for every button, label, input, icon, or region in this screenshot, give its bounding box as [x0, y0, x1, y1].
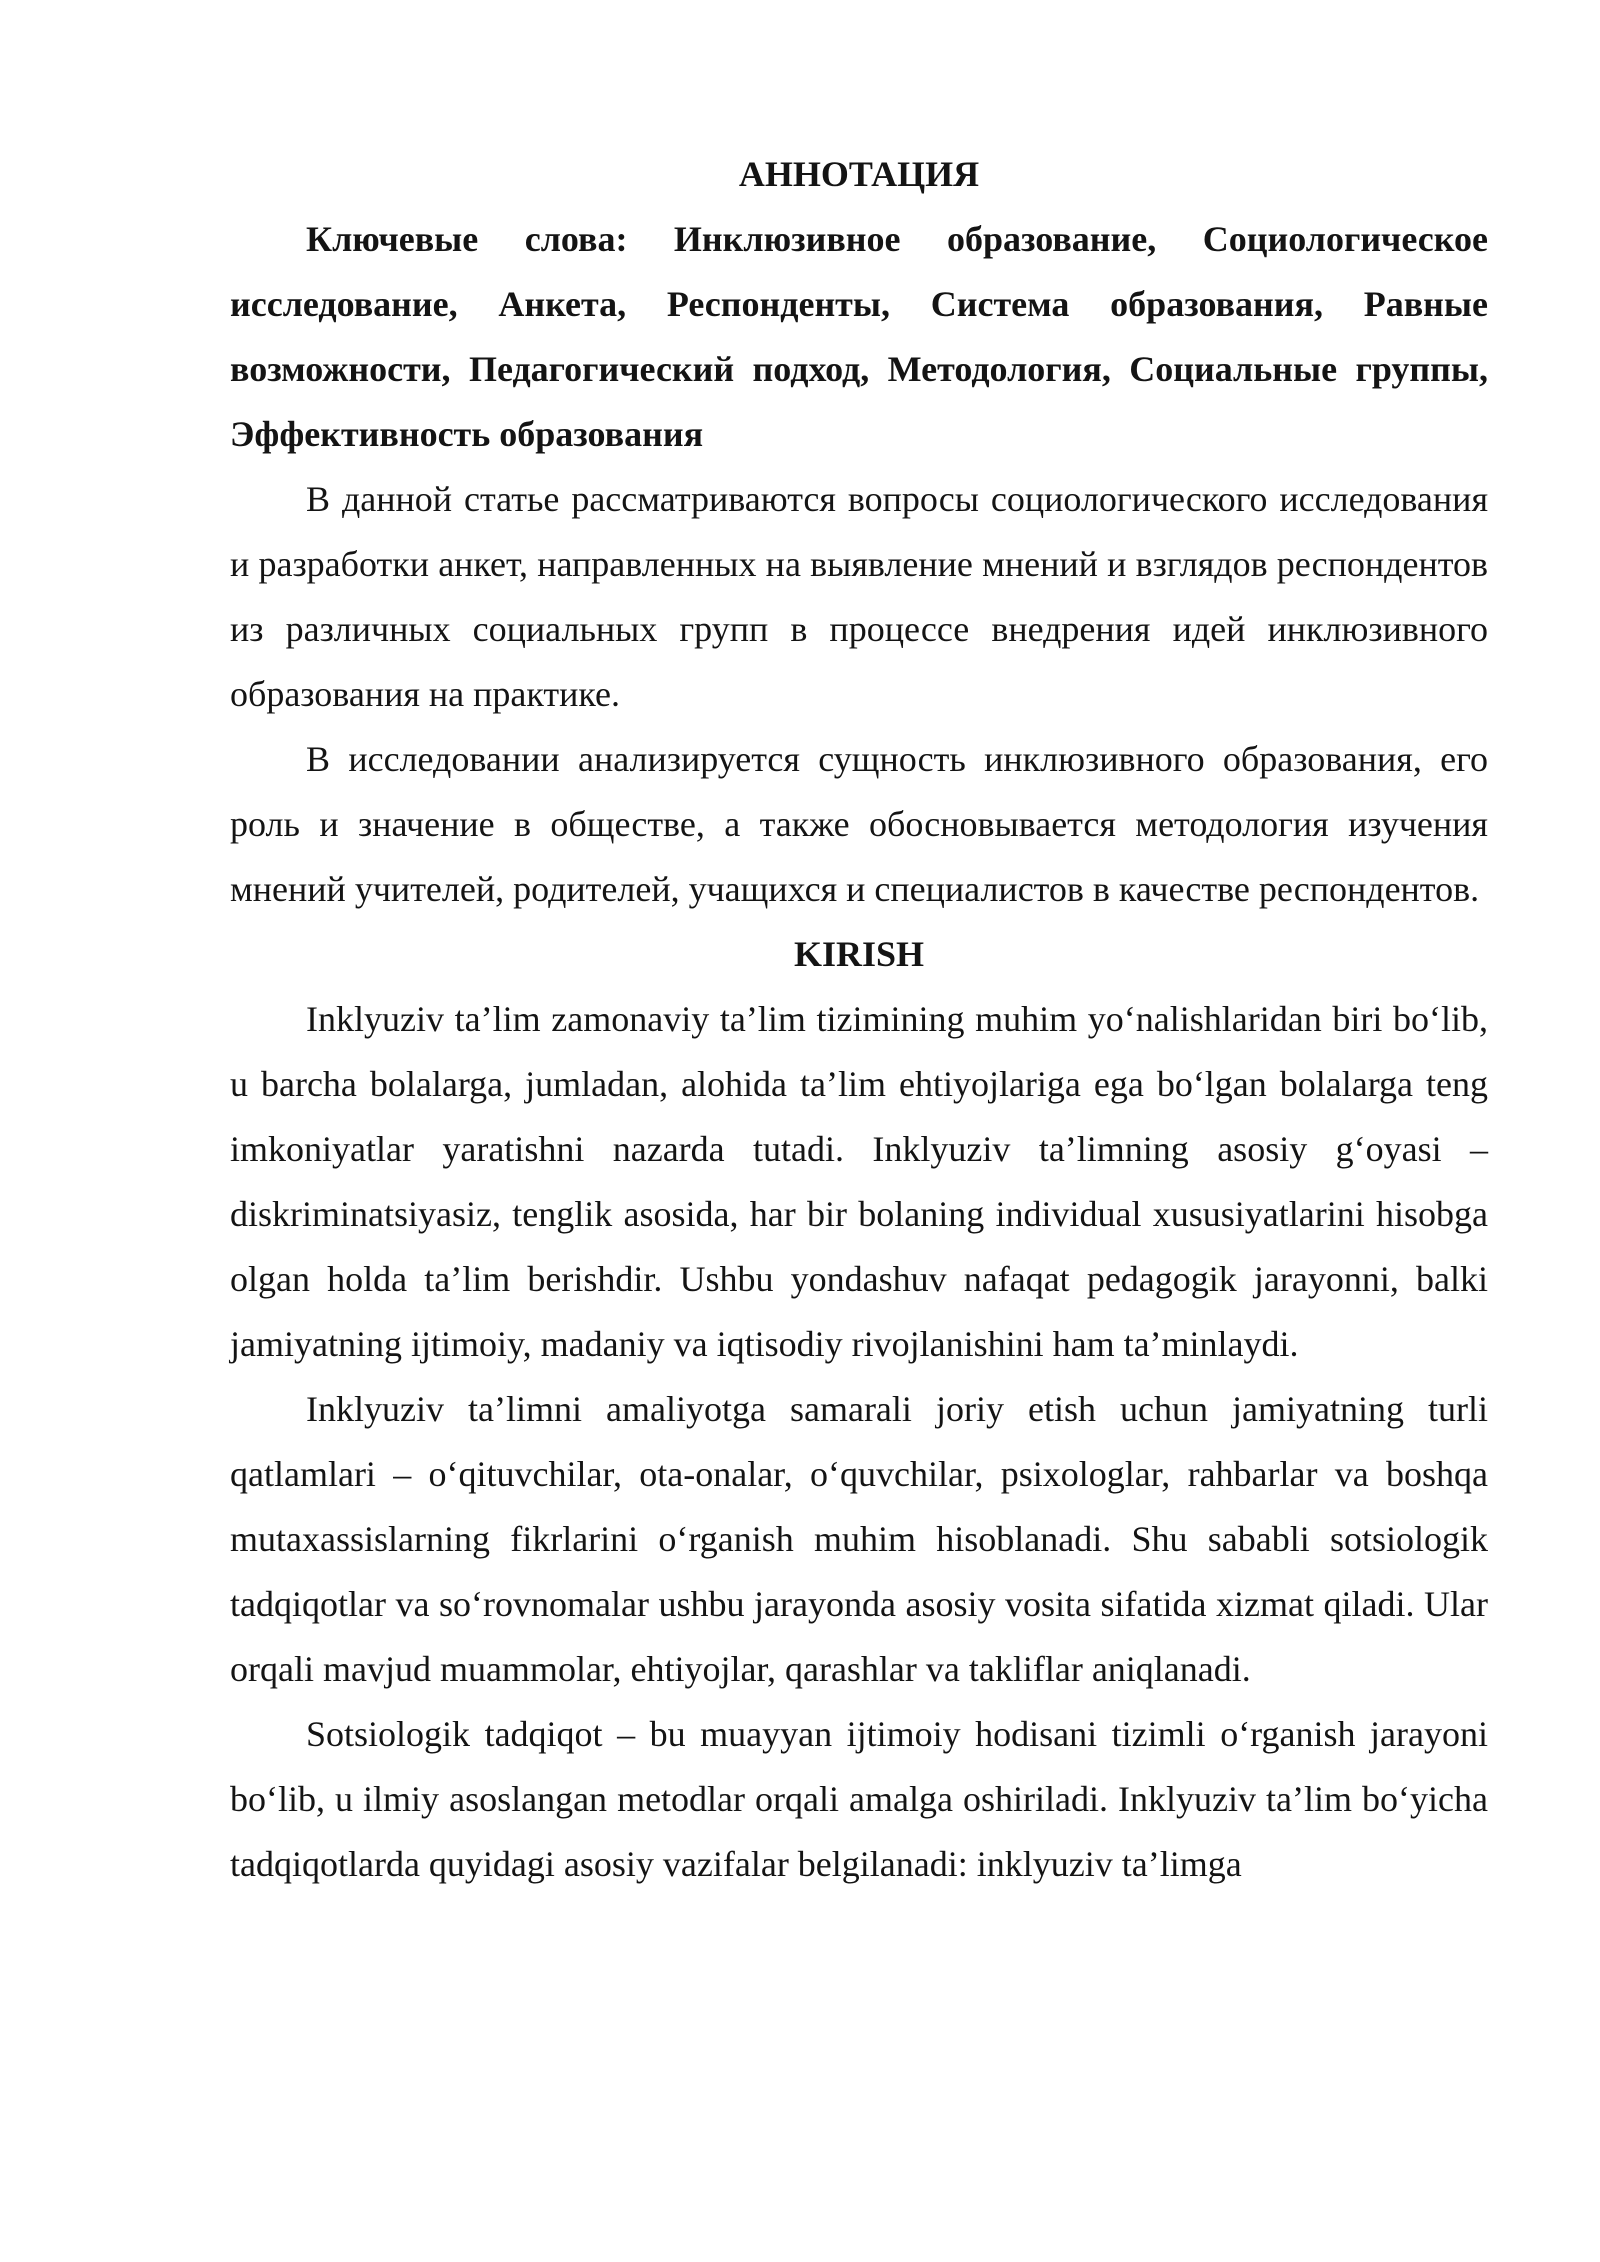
annotation-heading: АННОТАЦИЯ	[738, 154, 980, 194]
keywords-paragraph: Ключевые слова: Инклюзивное образование, Социологическое исследование, Анкета, Респонденты, Система образования, Равные возможности, Педагогический подход, Методология, Социальные группы, Эффективность образования	[230, 219, 1488, 454]
introduction-paragraph-2: Inklyuziv ta’limni amaliyotga samarali joriy etish uchun jamiyatning turli qatlamlari – o‘qituvchilar, ota-onalar, o‘quvchilar, psixologlar, rahbarlar va boshqa mutaxassislarning fikrlarini o‘rganish muhim hisoblanadi. Shu sababli sotsiologik tadqiqotlar va so‘rovnomalar ushbu jarayonda asosiy vosita sifatida xizmat qiladi. Ular orqali mavjud muammolar, ehtiyojlar, qarashlar va takliflar aniqlanadi.	[230, 1389, 1488, 1689]
introduction-paragraph-1: Inklyuziv ta’lim zamonaviy ta’lim tizimining muhim yo‘nalishlaridan biri bo‘lib, u barcha bolalarga, jumladan, alohida ta’lim ehtiyojlariga ega bo‘lgan bolalarga teng imkoniyatlar yaratishni nazarda tutadi. Inklyuziv ta’limning asosiy g‘oyasi – diskriminatsiyasiz, tenglik asosida, har bir bolaning individual xususiyatlarini hisobga olgan holda ta’lim berishdir. Ushbu yondashuv nafaqat pedagogik jarayonni, balki jamiyatning ijtimoiy, madaniy va iqtisodiy rivojlanishini ham ta’minlaydi.	[230, 999, 1488, 1364]
introduction-paragraph-3: Sotsiologik tadqiqot – bu muayyan ijtimoiy hodisani tizimli o‘rganish jarayoni bo‘lib, u ilmiy asoslangan metodlar orqali amalga oshiriladi. Inklyuziv ta’lim bo‘yicha tadqiqotlarda quyidagi asosiy vazifalar belgilanadi: inklyuziv ta’limga	[230, 1714, 1488, 1884]
page-content	[230, 142, 1488, 1897]
annotation-paragraph-2: В исследовании анализируется сущность инклюзивного образования, его роль и значение в обществе, а также обосновывается методология изучения мнений учителей, родителей, учащихся и специалистов в качестве респондентов.	[230, 739, 1488, 909]
annotation-paragraph-1: В данной статье рассматриваются вопросы социологического исследования и разработки анкет, направленных на выявление мнений и взглядов респондентов из различных социальных групп в процессе внедрения идей инклюзивного образования на практике.	[230, 479, 1488, 714]
introduction-heading: KIRISH	[793, 934, 925, 974]
